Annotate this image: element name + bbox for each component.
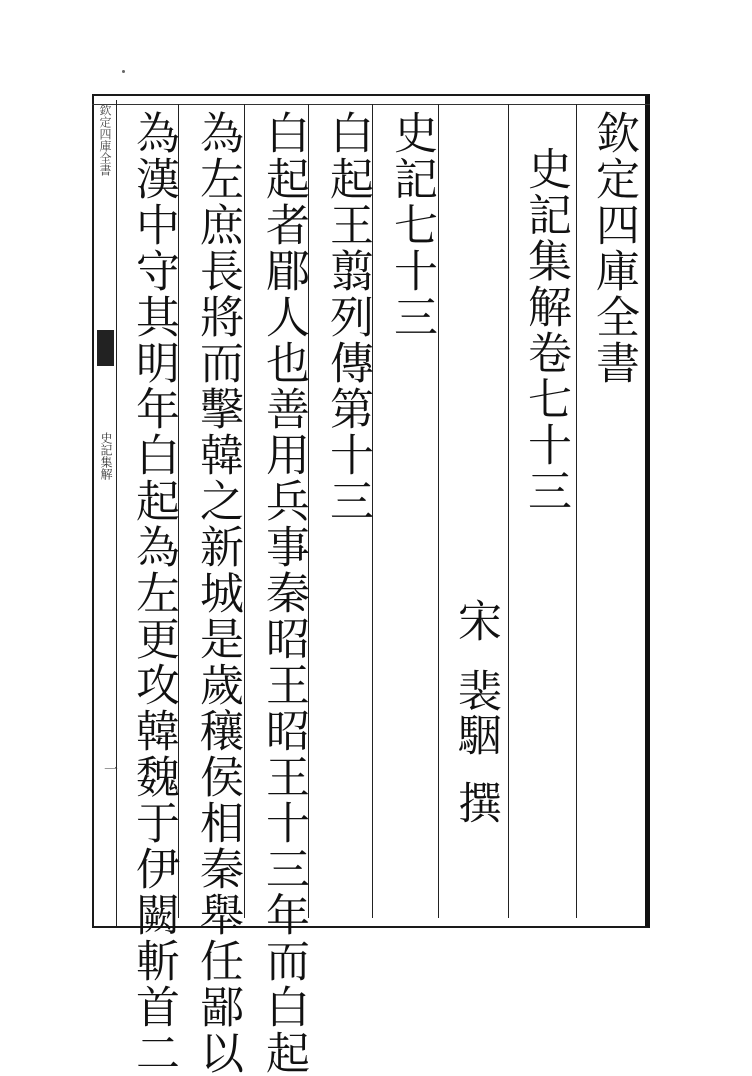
volume-title: 史記集解卷七十三	[520, 146, 571, 514]
body-line: 為漢中守其明年白起為左更攻韓魏于伊闕斬首二	[128, 110, 179, 1076]
column-rule	[508, 104, 509, 918]
top-inner-rule	[92, 104, 650, 105]
biography-title: 白起王翦列傳第十三	[322, 110, 373, 524]
body-line: 為左庶長將而擊韓之新城是歲穰侯相秦舉任鄙以	[192, 110, 243, 1076]
folio-number: 一	[102, 762, 118, 776]
author-dynasty: 宋	[450, 598, 501, 642]
fold-margin	[94, 100, 117, 926]
author-name: 裴駰	[450, 668, 501, 756]
collection-title: 欽定四庫全書	[588, 110, 639, 386]
column-rule	[576, 104, 577, 918]
author-role: 撰	[450, 780, 501, 824]
margin-title: 欽定四庫全書	[98, 104, 112, 176]
ink-speck	[122, 70, 125, 73]
fishtail-mark	[97, 330, 114, 366]
body-line: 白起者郿人也善用兵事秦昭王昭王十三年而白起	[258, 110, 309, 1076]
book-heading: 史記七十三	[386, 110, 437, 340]
margin-subtitle: 史記集解	[99, 432, 113, 480]
